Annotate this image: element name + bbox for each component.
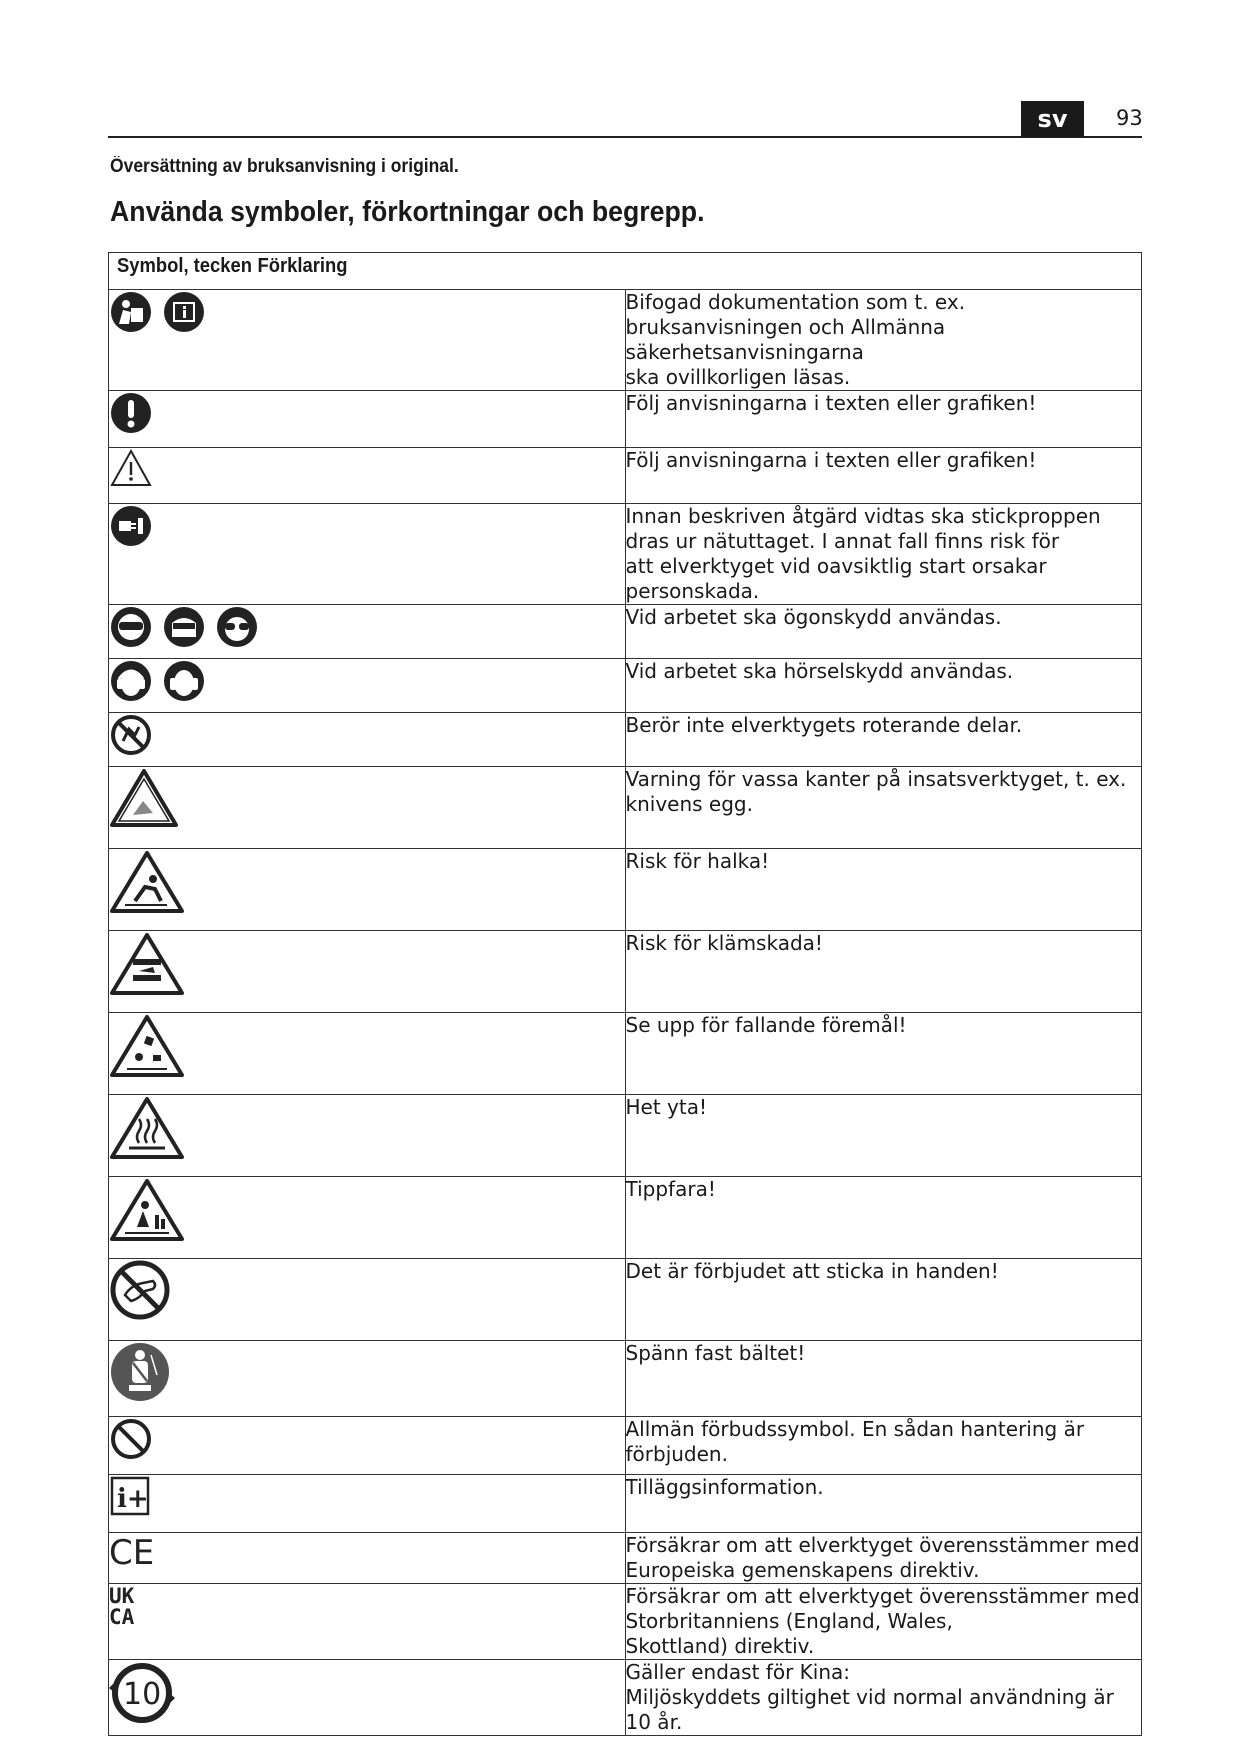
ear-protection-icon (109, 659, 153, 703)
no-hand-insertion-icon (109, 1259, 171, 1321)
explanation-cell: Varning för vassa kanter på insatsverktyget, t. ex. knivens egg. (625, 767, 1142, 849)
explanation-cell: Spänn fast bältet! (625, 1341, 1142, 1417)
svg-text:CA: CA (109, 1605, 135, 1628)
crush-hazard-icon (109, 931, 185, 997)
symbol-cell (109, 1417, 626, 1475)
explanation-cell: Bifogad dokumentation som t. ex. bruksanvisningen och Allmänna säkerhetsanvisningarna ska ovillkorligen läsas. (625, 290, 1142, 391)
svg-text:10: 10 (123, 1677, 162, 1712)
symbol-cell (109, 713, 626, 767)
language-badge: sv (1021, 101, 1084, 137)
table-row (109, 713, 1142, 767)
table-row (109, 1417, 1142, 1475)
explanation-cell: Het yta! (625, 1095, 1142, 1177)
explanation-cell: Vid arbetet ska ögonskydd användas. (625, 605, 1142, 659)
explanation-cell: Vid arbetet ska hörselskydd användas. (625, 659, 1142, 713)
ukca-mark-icon (109, 1584, 149, 1628)
symbols-table (108, 252, 1142, 1736)
symbol-cell (109, 605, 626, 659)
read-manual-icon (109, 290, 153, 334)
table-row (109, 1177, 1142, 1259)
table-row (109, 931, 1142, 1013)
svg-text:UK: UK (109, 1584, 135, 1608)
svg-text:i+: i+ (117, 1484, 149, 1514)
symbol-cell (109, 1584, 626, 1660)
explanation-cell: Berör inte elverktygets roterande delar. (625, 713, 1142, 767)
table-row (109, 1095, 1142, 1177)
symbol-cell (109, 1341, 626, 1417)
tipping-hazard-icon (109, 1177, 185, 1243)
table-row (109, 448, 1142, 504)
symbol-cell (109, 290, 626, 391)
table-header-row (109, 253, 1142, 290)
symbol-cell (109, 849, 626, 931)
table-row (109, 1341, 1142, 1417)
symbol-cell (109, 931, 626, 1013)
table-row (109, 1013, 1142, 1095)
table-row (109, 504, 1142, 605)
warning-triangle-icon (109, 448, 153, 488)
symbol-cell (109, 1475, 626, 1533)
sharp-edge-warning-icon (109, 767, 179, 829)
ce-mark-icon (109, 1533, 159, 1569)
svg-text:CE: CE (109, 1533, 155, 1569)
table-row (109, 1475, 1142, 1533)
face-shield-icon (162, 605, 206, 649)
seat-belt-icon (109, 1341, 171, 1403)
china-efup-10-icon (109, 1660, 175, 1726)
explanation-cell: Tilläggsinformation. (625, 1475, 1142, 1533)
symbol-cell (109, 659, 626, 713)
ear-protection-alt-icon (162, 659, 206, 703)
explanation-cell: Allmän förbudssymbol. En sådan hantering är förbjuden. (625, 1417, 1142, 1475)
table-row (109, 659, 1142, 713)
explanation-cell: Försäkrar om att elverktyget överensstämmer med Storbritanniens (England, Wales, Skottland) direktiv. (625, 1584, 1140, 1658)
mandatory-exclamation-icon (109, 391, 153, 435)
page-number: 93 (1116, 106, 1143, 130)
table-row (109, 1259, 1142, 1341)
symbol-cell (109, 1660, 626, 1736)
table-row (109, 1660, 1142, 1736)
prohibition-icon (109, 1417, 153, 1461)
symbol-cell (109, 1259, 626, 1341)
table-row (109, 391, 1142, 448)
explanation-cell: Innan beskriven åtgärd vidtas ska stickproppen dras ur nätuttaget. I annat fall finns risk för att elverktyget vid oavsiktlig start orsakar personskada. (625, 504, 1142, 605)
explanation-cell: Det är förbjudet att sticka in handen! (625, 1259, 1142, 1341)
explanation-cell: Risk för halka! (625, 849, 1142, 931)
explanation-cell: Se upp för fallande föremål! (625, 1013, 1142, 1095)
page-title: Använda symboler, förkortningar och begrepp. (110, 196, 705, 228)
explanation-cell: Försäkrar om att elverktyget överensstämmer med Europeiska gemenskapens direktiv. (625, 1533, 1140, 1582)
safety-glasses-icon (215, 605, 259, 649)
explanation-cell: Risk för klämskada! (625, 931, 1142, 1013)
document-subtitle: Översättning av bruksanvisning i original. (110, 156, 459, 177)
table-header (109, 253, 1142, 290)
explanation-cell: Följ anvisningarna i texten eller grafiken! (625, 391, 1142, 448)
symbol-cell (109, 1533, 626, 1584)
header-rule (108, 136, 1142, 138)
table-row (109, 767, 1142, 849)
additional-info-icon (109, 1475, 151, 1517)
column-header-explanation: Förklaring (257, 255, 348, 277)
symbol-cell (109, 767, 626, 849)
explanation-cell: Tippfara! (625, 1177, 1142, 1259)
table-row (109, 605, 1142, 659)
information-book-icon (162, 290, 206, 334)
symbol-cell (109, 504, 626, 605)
explanation-cell: Följ anvisningarna i texten eller grafiken! (625, 448, 1142, 504)
symbol-cell (109, 1177, 626, 1259)
symbol-cell (109, 448, 626, 504)
slip-hazard-icon (109, 849, 185, 915)
symbol-cell (109, 1013, 626, 1095)
hot-surface-icon (109, 1095, 185, 1161)
falling-objects-icon (109, 1013, 185, 1079)
table-row (109, 1533, 1142, 1584)
no-touch-rotating-icon (109, 713, 153, 757)
table-row (109, 1584, 1142, 1660)
table-row (109, 849, 1142, 931)
unplug-icon (109, 504, 153, 548)
table-row (109, 290, 1142, 391)
explanation-cell: Gäller endast för Kina: Miljöskyddets giltighet vid normal användning är 10 år. (625, 1660, 1142, 1736)
symbol-cell (109, 391, 626, 448)
column-header-symbol: Symbol, tecken (117, 255, 252, 277)
symbol-cell (109, 1095, 626, 1177)
eye-protection-icon (109, 605, 153, 649)
